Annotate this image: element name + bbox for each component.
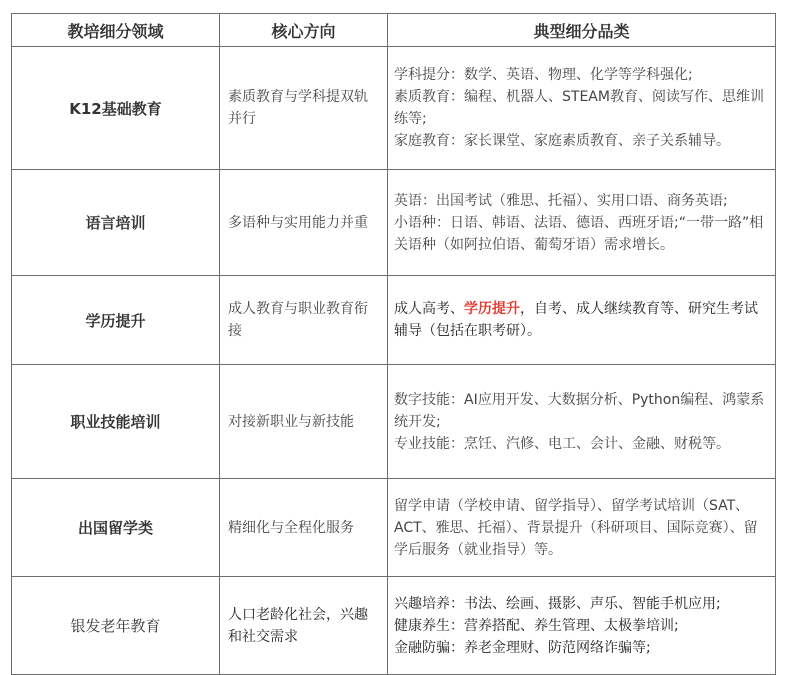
category-line: 家庭教育：家长课堂、家庭素质教育、亲子关系辅导。	[394, 133, 730, 149]
direction-cell: 精细化与全程化服务	[220, 479, 388, 577]
domain-cell: 职业技能培训	[12, 365, 220, 479]
domain-cell: K12基础教育	[12, 47, 220, 170]
domain-cell: 学历提升	[12, 276, 220, 365]
categories-cell	[388, 365, 776, 479]
categories-cell	[388, 479, 776, 577]
education-segments-table	[11, 13, 776, 675]
category-line: 金融防骗：养老金理财、防范网络诈骗等;	[394, 639, 651, 656]
category-line: 专业技能：烹饪、汽修、电工、会计、金融、财税等。	[394, 435, 730, 452]
category-line: 小语种：日语、韩语、法语、德语、西班牙语;“一带一路”相关语种（如阿拉伯语、葡萄牙语）需求增长。	[394, 214, 764, 253]
direction-cell: 人口老龄化社会，兴趣和社交需求	[220, 577, 388, 675]
header-row	[12, 14, 776, 47]
categories-cell	[388, 170, 776, 276]
category-line: 学科提分：数学、英语、物理、化学等学科强化;	[394, 67, 693, 83]
table-row	[12, 365, 776, 479]
categories-cell	[388, 577, 776, 675]
categories-cell	[388, 47, 776, 170]
header-domain: 教培细分领域	[12, 14, 220, 47]
domain-cell: 语言培训	[12, 170, 220, 276]
category-text: ，自考、成人继续教育等、研究生考试辅导（包括在职考研）。	[394, 301, 758, 339]
direction-cell: 多语种与实用能力并重	[220, 170, 388, 276]
category-line: 兴趣培养：书法、绘画、摄影、声乐、智能手机应用;	[394, 595, 721, 612]
direction-cell: 对接新职业与新技能	[220, 365, 388, 479]
direction-cell: 成人教育与职业教育衔接	[220, 276, 388, 365]
category-line: 健康养生：营养搭配、养生管理、太极拳培训;	[394, 617, 679, 634]
direction-cell: 素质教育与学科提双轨并行	[220, 47, 388, 170]
table-row	[12, 577, 776, 675]
header-categories: 典型细分品类	[388, 14, 776, 47]
table-row	[12, 47, 776, 170]
header-direction: 核心方向	[220, 14, 388, 47]
domain-cell: 出国留学类	[12, 479, 220, 577]
category-line: 留学申请（学校申请、留学指导）、留学考试培训（SAT、ACT、雅思、托福）、背景提升（科研项目、国际竞赛）、留学后服务（就业指导）等。	[394, 497, 758, 558]
categories-cell	[388, 276, 776, 365]
table-row	[12, 276, 776, 365]
category-line: 数字技能：AI应用开发、大数据分析、Python编程、鸿蒙系统开发;	[394, 391, 765, 430]
table-row	[12, 479, 776, 577]
category-line: 英语：出国考试（雅思、托福）、实用口语、商务英语;	[394, 192, 728, 209]
table-row	[12, 170, 776, 276]
domain-cell: 银发老年教育	[12, 577, 220, 675]
category-text: 成人高考、	[394, 301, 464, 317]
highlighted-category: 学历提升	[464, 301, 520, 317]
category-line: 素质教育：编程、机器人、STEAM教育、阅读写作、思维训练等;	[394, 89, 764, 127]
